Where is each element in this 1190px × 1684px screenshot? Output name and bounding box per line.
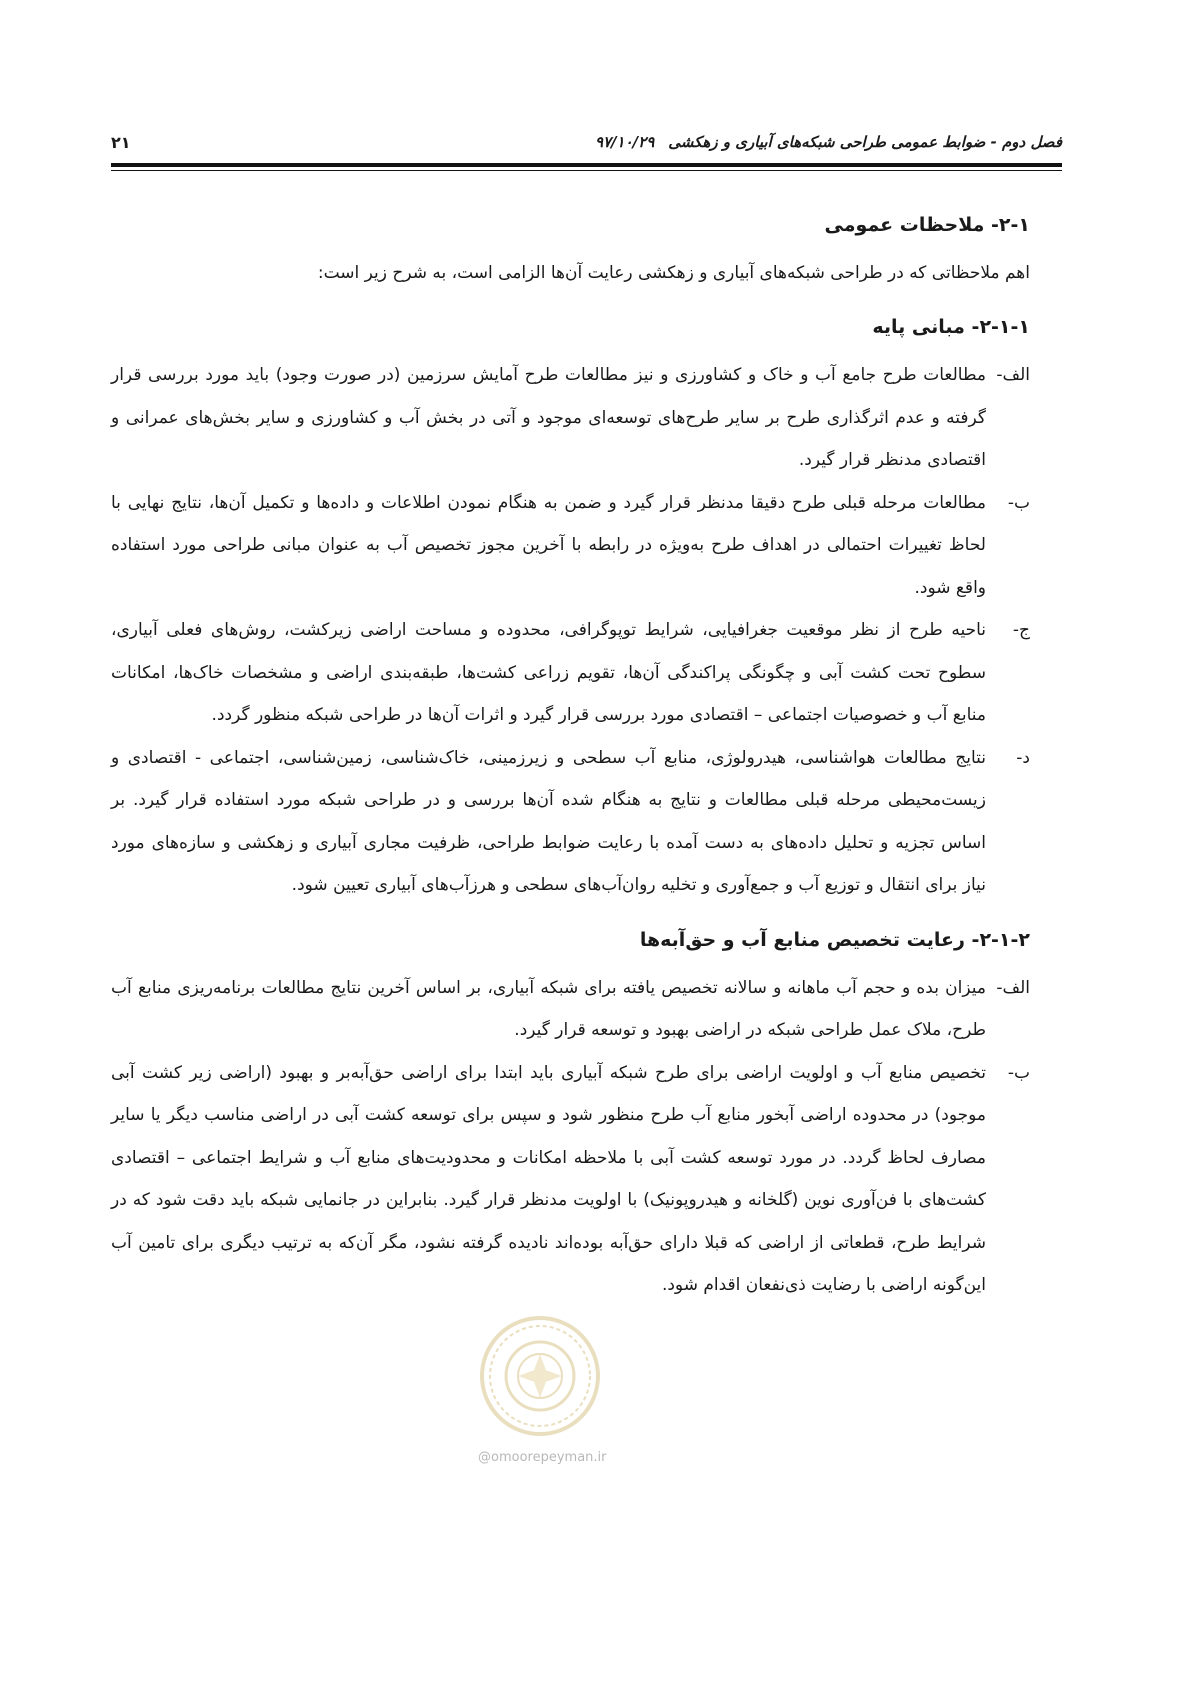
list-item-text: مطالعات طرح جامع آب و خاک و کشاورزی و نیز مطالعات طرح آمایش سرزمین (در صورت وجود) باید مورد بررسی قرار گرفته و عدم اثرگذاری طرح بر سایر طرح‌های توسعه‌ای موجود و آتی در بخش آب و کشاورزی و سایر بخش‌های عمرانی و اقتصادی مدنظر قرار گیرد. [111, 365, 986, 470]
running-header [111, 128, 1062, 156]
list-marker: ج- [1012, 620, 1030, 640]
list-item [111, 609, 1030, 737]
watermark-seal-icon [478, 1314, 602, 1438]
list-marker: ب- [1007, 492, 1030, 513]
watermark-site: @omoorepeyman.ir [478, 1450, 607, 1465]
list-marker: د- [1016, 747, 1030, 768]
page-number: ۲۱ [111, 132, 131, 152]
list-item [111, 737, 1030, 907]
allocation-list [111, 967, 1030, 1307]
subsection-heading-basics: ۲-۱-۱- مبانی پایه [872, 316, 1030, 338]
list-item-text: تخصیص منابع آب و اولویت اراضی برای طرح شبکه آبیاری باید ابتدا برای اراضی حق‌آبه‌بر و بهبود (اراضی زیر کشت آبی موجود) در محدوده اراضی آبخور منابع آب طرح منظور شود و سپس برای توسعه کشت آبی در اراضی مناسب دیگر یا سایر مصارف لحاظ گردد. در مورد توسعه کشت آبی با ملاحظه امکانات و محدودیت‌های منابع آب و شرایط اجتماعی – اقتصادی کشت‌های با فن‌آوری نوین (گلخانه و هیدروپونیک) با اولویت مدنظر قرار گیرد. بنابراین در جانمایی شبکه باید دقت شود که در شرایط طرح، قطعاتی از اراضی که قبلا دارای حق‌آبه بوده‌اند نادیده گرفته نشود، مگر آن‌که به ترتیب دیگری برای تامین آب این‌گونه اراضی با رضایت ذی‌نفعان اقدام شود. [111, 1062, 986, 1295]
section-intro: اهم ملاحظاتی که در طراحی شبکه‌های آبیاری و زهکشی رعایت آن‌ها الزامی است، به شرح زیر است: [317, 263, 1030, 283]
list-item-text: مطالعات مرحله قبلی طرح دقیقا مدنظر قرار گیرد و ضمن به هنگام نمودن اطلاعات و داده‌ها و تکمیل آن‌ها، نتایج نهایی با لحاظ تغییرات احتمالی در اهداف طرح به‌ویژه در رابطه با آخرین مجوز تخصیص آب به عنوان مبانی طراحی مورد استفاده واقع شود. [111, 492, 986, 598]
list-item-text: ناحیه طرح از نظر موقعیت جغرافیایی، شرایط توپوگرافی، محدوده و مساحت اراضی زیرکشت، روش‌های فعلی آبیاری، سطوح تحت کشت آبی و چگونگی پراکندگی آن‌ها، تقویم زراعی کشت‌ها، طبقه‌بندی اراضی و مشخصات خاک‌ها، امکانات منابع آب و خصوصیات اجتماعی – اقتصادی مورد بررسی قرار گیرد و اثرات آن‌ها در طراحی شبکه منظور گردد. [111, 620, 986, 725]
list-marker: الف- [996, 365, 1030, 385]
header-rule-thin [111, 170, 1062, 171]
header-title-group [595, 133, 1062, 151]
header-rule-thick [111, 163, 1062, 167]
list-item-text: نتایج مطالعات هواشناسی، هیدرولوژی، منابع آب سطحی و زیرزمینی، خاک‌شناسی، زمین‌شناسی، اجتماعی - اقتصادی و زیست‌محیطی مرحله قبلی مطالعات و نتایج به هنگام شده آن‌ها بررسی و در طراحی شبکه مورد استفاده قرار گیرد. بر اساس تجزیه و تحلیل داده‌های به دست آمده با رعایت ضوابط طراحی، ظرفیت مجاری آبیاری و زهکشی و سازه‌های مورد نیاز برای انتقال و توزیع آب و جمع‌آوری و تخلیه روان‌آب‌های سطحی و هرزآب‌های آبیاری تعیین شود. [111, 747, 986, 895]
list-item-text: میزان بده و حجم آب ماهانه و سالانه تخصیص یافته برای شبکه آبیاری، بر اساس آخرین نتایج مطالعات برنامه‌ریزی منابع آب طرح، ملاک عمل طراحی شبکه در اراضی بهبود و توسعه قرار گیرد. [111, 977, 986, 1040]
basics-list [111, 354, 1030, 907]
subsection-heading-allocation: ۲-۱-۲- رعایت تخصیص منابع آب و حق‌آبه‌ها [639, 928, 1030, 951]
chapter-title: فصل دوم - ضوابط عمومی طراحی شبکه‌های آبیاری و زهکشی [668, 133, 1062, 151]
list-marker: الف- [996, 977, 1030, 998]
list-item [111, 1052, 1030, 1307]
list-item [111, 354, 1030, 482]
header-date: ۹۷/۱۰/۲۹ [594, 133, 655, 151]
section-heading: ۲-۱- ملاحظات عمومی [824, 214, 1030, 236]
list-item [111, 967, 1030, 1052]
main-content [111, 210, 1030, 1325]
list-marker: ب- [1007, 1062, 1030, 1083]
list-item [111, 482, 1030, 610]
